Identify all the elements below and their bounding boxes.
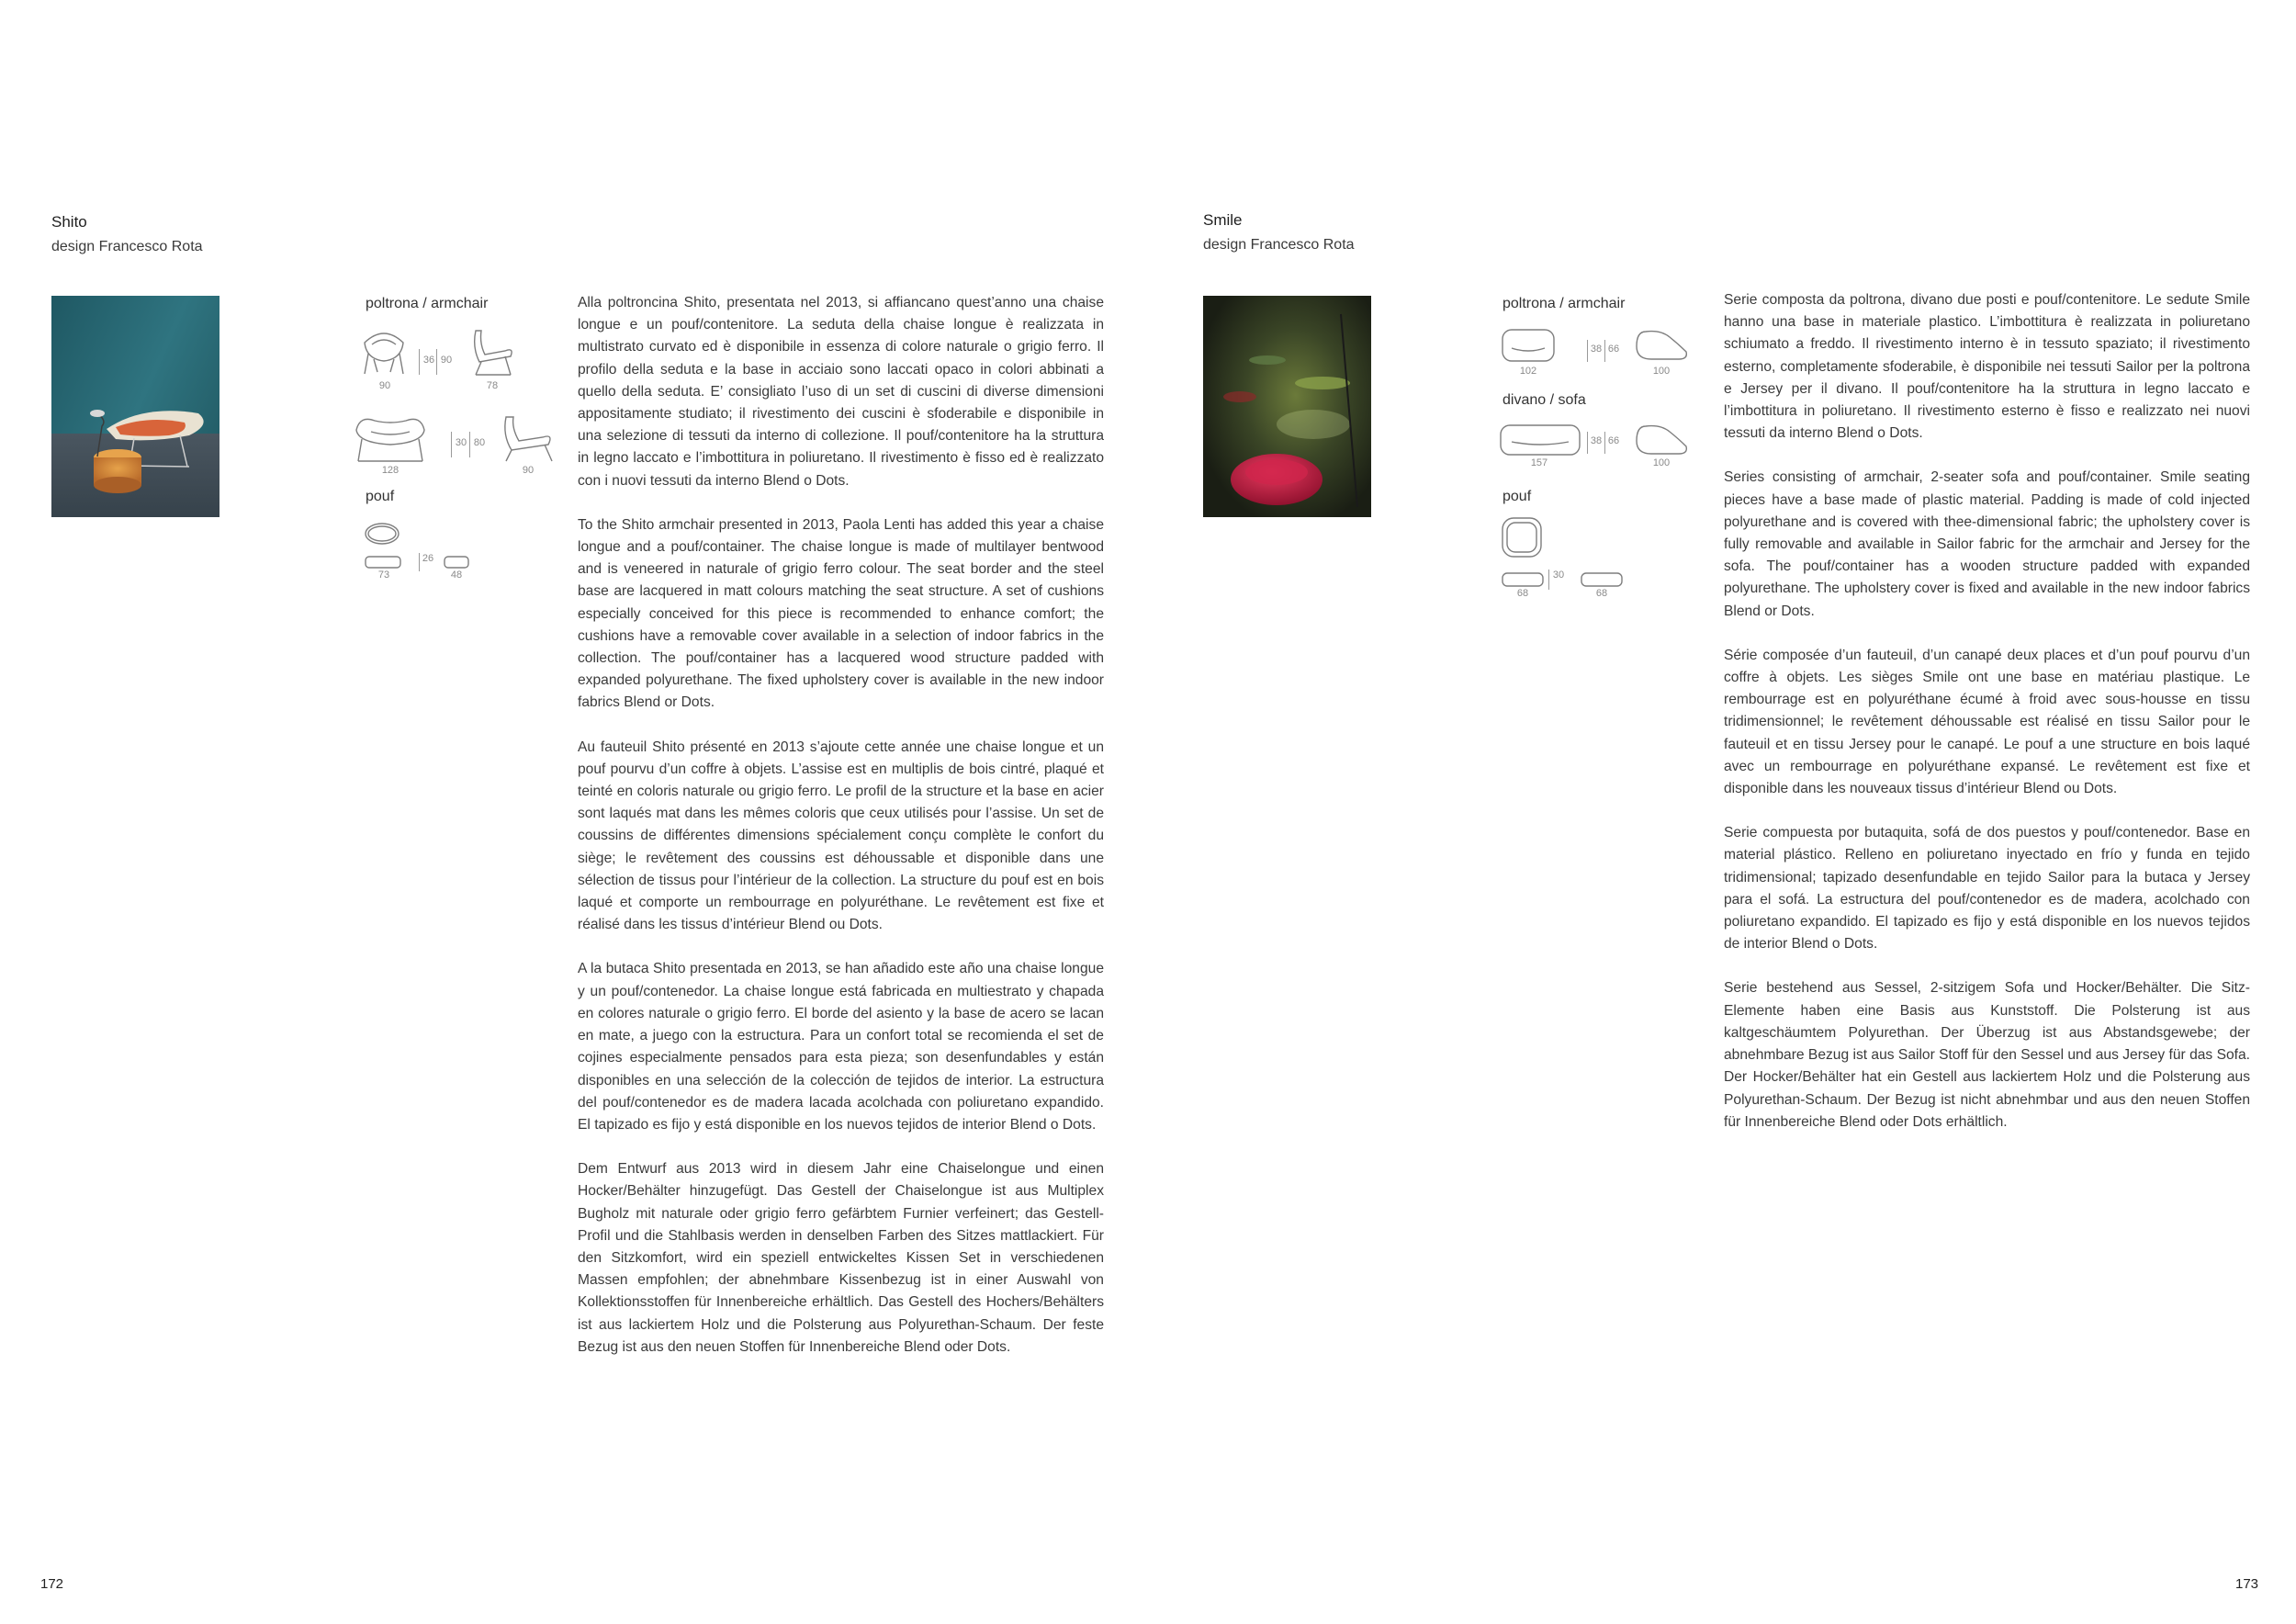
smile-pouf-top-drawing [1501, 516, 1543, 558]
chaise-seat-height-dim: 30 [455, 437, 467, 448]
pouf-width-dim: 73 [377, 570, 390, 581]
armchair-label: poltrona / armchair [1503, 296, 1626, 311]
page-number-left: 172 [40, 1576, 64, 1592]
product-title-shito: Shito [51, 213, 87, 231]
smile-description [1724, 289, 2250, 1156]
paragraph-en: Series consisting of armchair, 2-seater sofa and pouf/container. Smile seating pieces have a base made of plastic material. Padding is made of cold injected polyurethane and is covered with thee-dimensional fabric; the upholstery cover is fully removable and available in Sailor fabric for the armchair and Jersey for the sofa. The pouf/container has a wooden structure padded with expanded polyurethane. The upholstery cover is fixed and available in the new indoor fabrics Blend or Dots. [1724, 469, 2250, 619]
chair-width-dim: 90 [378, 380, 391, 391]
smile-product-photo [1203, 296, 1371, 517]
paragraph-it: Alla poltroncina Shito, presentata nel 2013, si affiancano quest’anno una chaise longue e un pouf/contenitore. La seduta della chaise longue è realizzata in multistrato curvato ed è disponibile in essenza di colore naturale o grigio ferro. Il profilo della seduta e la base in acciaio sono laccati opaco in colori abbinati a quello della seduta. E’ consigliato l’uso di un set di cuscini di diverse dimensioni appositamente studiato; il rivestimento dei cuscini è sfoderabile e disponibile in una selezione di tessuti da interno di collezione. Il pouf/contenitore ha la struttura in legno laccato e l’imbottitura in poliuretano. Il rivestimento è fisso ed è realizzato con i nuovi tessuti da interno Blend o Dots. [578, 295, 1104, 489]
chair-seat-height-dim: 36 [422, 355, 435, 366]
smile-pouf-depth-dim: 68 [1595, 588, 1608, 599]
smile-photo-illustration [1203, 296, 1371, 517]
smile-pouf-height-dim: 30 [1552, 570, 1565, 581]
paragraph-en: To the Shito armchair presented in 2013, Paola Lenti has added this year a chaise longue and a pouf/container. The chaise longue is made of multilayer bentwood and is veneered in naturale of grigio ferro colour. The seat border and the steel base are lacquered in matt colours matching the seat structure. A set of cushions especially conceived for this piece is recommended to enhance comfort; the cushions have a removable cover available in a selection of indoor fabrics in the collection. The pouf/container has a lacquered wood structure padded with expanded polyurethane. The fixed upholstery cover is available in the new indoor fabrics Blend or Dots. [578, 516, 1104, 711]
smile-chair-height-dim: 66 [1607, 344, 1620, 355]
smile-sofa-width-dim: 157 [1530, 457, 1548, 468]
designer-credit: design Francesco Rota [1203, 237, 1355, 253]
smile-sofa-depth-dim: 100 [1652, 457, 1671, 468]
dim-separator [419, 349, 420, 375]
shito-description [578, 292, 1104, 1381]
shito-pouf-side-drawing [443, 555, 470, 570]
smile-pouf-side-drawing [1580, 571, 1624, 588]
paragraph-de: Dem Entwurf aus 2013 wird in diesem Jahr eine Chaiselongue und einen Hocker/Behälter hinzugefügt. Das Gestell der Chaiselongue ist aus Multiplex Bugholz mit naturale oder grigio ferro gefärbtem Furnier verfeinert; das Gestell-Profil und die Stahlbasis werden in denselben Farben des Sitzes mattlackiert. Für den Sitzkomfort, wird ein speziell entwickeltes Kissen Set in verschiedenen Massen empfohlen; der abnehmbare Kissenbezug ist in einer Auswahl von Kollektionsstoffen für Innenbereiche erhältlich. Das Gestell des Hochers/Behälters ist aus lackiertem Holz und die Polsterung aus Polyurethan-Schaum. Der feste Bezug ist aus den neuen Stoffen für Innenbereiche Blend oder Dots. [578, 1161, 1104, 1355]
smile-pouf-width-dim: 68 [1516, 588, 1529, 599]
shito-armchair-side-drawing [468, 327, 516, 378]
shito-armchair-front-drawing [361, 326, 407, 377]
chaise-width-dim: 128 [381, 465, 400, 476]
shito-chaise-side-drawing [501, 413, 556, 464]
smile-sofa-front-drawing [1499, 423, 1581, 457]
dim-separator [469, 432, 470, 457]
dim-separator [1604, 432, 1605, 454]
smile-pouf-front-drawing [1501, 571, 1545, 588]
dim-separator [1587, 340, 1588, 362]
pouf-label: pouf [366, 489, 395, 504]
paragraph-fr: Au fauteuil Shito présenté en 2013 s’ajoute cette année une chaise longue et un pouf pourvu d’un coffre à objets. L’assise est en multiplis de bois cintré, plaqué et teinté en coloris naturale ou grigio ferro. Le profil de la structure et la base en acier sont laqués mat dans les mêmes coloris que ceux utilisés pour l’assise. Un set de coussins de différentes dimensions spécialement conçu complète le confort du siège; le revêtement des coussins est déhoussable et disponible dans une sélection de tissus pour l’intérieur de la collection. La structure du pouf est en bois laqué et comporte un rembourrage en polyuréthane. Le revêtement est fixe et réalisé dans les tissus d’intérieur Blend ou Dots. [578, 739, 1104, 933]
shito-chaise-front-drawing [353, 412, 428, 463]
smile-sofa-height-dim: 66 [1607, 435, 1620, 446]
smile-chair-depth-dim: 100 [1652, 366, 1671, 377]
chaise-height-dim: 80 [473, 437, 486, 448]
product-title-smile: Smile [1203, 211, 1243, 229]
smile-chair-seat-height-dim: 38 [1590, 344, 1603, 355]
page-number-right: 173 [2235, 1576, 2259, 1592]
chair-depth-dim: 78 [486, 380, 499, 391]
chaise-depth-dim: 90 [522, 465, 535, 476]
smile-chair-width-dim: 102 [1519, 366, 1537, 377]
shito-pouf-front-drawing [364, 555, 402, 570]
shito-product-photo [51, 296, 219, 517]
smile-sofa-side-drawing [1633, 423, 1690, 457]
pouf-height-dim: 26 [422, 553, 434, 564]
armchair-label: poltrona / armchair [366, 296, 489, 311]
paragraph-fr: Série composée d’un fauteuil, d’un canapé deux places et d’un pouf pourvu d’un coffre à objets. Les sièges Smile ont une base en matériau plastique. Le rembourrage est en polyuréthane écumé à froid avec sous-housse en tissu tridimensionnel; le revêtement déhoussable est réalisé en tissu Sailor pour le fauteuil et en tissu Jersey pour le canapé. Le pouf a une structure en bois laqué avec un rembourrage en polyuréthane expansé. Le revêtement est fixe et disponible dans les nouveaux tissus d’intérieur Blend ou Dots. [1724, 647, 2250, 797]
pouf-depth-dim: 48 [450, 570, 463, 581]
dim-separator [1604, 340, 1605, 362]
sofa-label: divano / sofa [1503, 392, 1586, 408]
shito-photo-illustration [51, 296, 219, 517]
paragraph-es: Serie compuesta por butaquita, sofá de dos puestos y pouf/contenedor. Base en material plástico. Relleno en poliuretano inyectado en frío y funda en tejido tridimensional; tapizado desenfundable en tejido Sailor para la butaca y Jersey para el sofá. La estructura del pouf/contenedor es de madera, acolchado con poliuretano expandido. El tapizado es fijo y está disponible en los nuevos tejidos de interior Blend o Dots. [1724, 825, 2250, 953]
dim-separator [1548, 570, 1549, 590]
paragraph-it: Serie composta da poltrona, divano due posti e pouf/contenitore. Le sedute Smile hanno una base in materiale plastico. L’imbottitura è realizzata in poliuretano schiumato a freddo. Il rivestimento interno è in tessuto spaziato; il rivestimento esterno, completamente sfoderabile, è disponibile nei tessuti Sailor per la poltrona e Jersey per il divano. Il pouf/contenitore ha la struttura in legno laccato e l’imbottitura in poliuretano. Il rivestimento esterno è fisso e realizzato nei nuovi tessuti da interno Blend o Dots. [1724, 292, 2250, 442]
paragraph-de: Serie bestehend aus Sessel, 2-sitzigem Sofa und Hocker/Behälter. Die Sitz-Elemente haben eine Basis aus Kunststoff. Die Polsterung ist aus kaltgeschäumtem Polyurethan. Der Überzug ist aus Abstandsgewebe; der abnehmbare Bezug ist aus Sailor Stoff für den Sessel und aus Jersey für das Sofa. Der Hocker/Behälter hat ein Gestell aus lackiertem Holz und die Polsterung aus Polyurethan-Schaum. Der Bezug ist nicht abnehmbar und aus den neuen Stoffen für Innenbereiche Blend oder Dots erhältlich. [1724, 980, 2250, 1130]
smile-sofa-seat-height-dim: 38 [1590, 435, 1603, 446]
shito-pouf-top-drawing [364, 522, 400, 546]
pouf-label: pouf [1503, 489, 1532, 504]
smile-armchair-side-drawing [1633, 328, 1690, 363]
smile-armchair-front-drawing [1501, 328, 1556, 363]
paragraph-es: A la butaca Shito presentada en 2013, se han añadido este año una chaise longue y un pouf/contenedor. La chaise longue está fabricada en multiestrato y chapada en colores naturale o grigio ferro. El borde del asiento y la base de acero se lacan en mate, a juego con la estructura. Para un confort total se recomienda el set de cojines especialmente pensados para esta pieza; son desenfundables y están disponibles en una selección de la colección de tejidos de interior. La estructura del pouf/contenedor es de madera lacada acolchada con poliuretano expandido. El tapizado es fijo y está disponible en los nuevos tejidos de interior Blend o Dots. [578, 961, 1104, 1133]
dim-separator [436, 349, 437, 375]
dim-separator [1587, 432, 1588, 454]
chair-height-dim: 90 [440, 355, 453, 366]
dim-separator [451, 432, 452, 457]
designer-credit: design Francesco Rota [51, 239, 203, 254]
